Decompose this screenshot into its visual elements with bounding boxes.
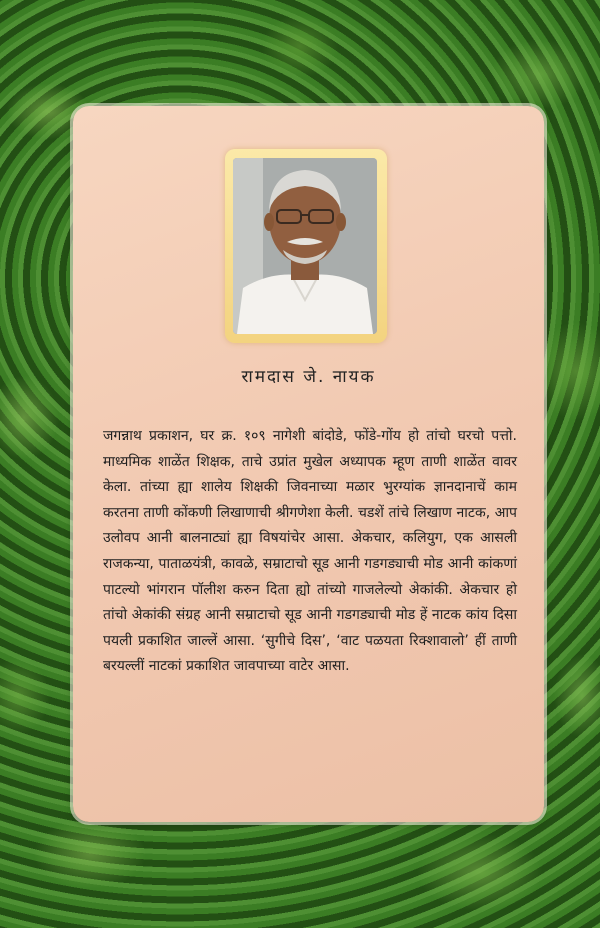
author-photo	[233, 158, 377, 334]
author-portrait-icon	[233, 158, 377, 334]
author-card	[73, 106, 544, 822]
author-bio: जगन्नाथ प्रकाशन, घर क्र. १०९ नागेशी बांदोडे, फोंडे-गोंय हो तांचो घरचो पत्तो. माध्यमिक शाळेंत शिक्षक, ताचे उप्रांत मुखेल अध्यापक म्हूण ताणी शाळेंत वावर केला. तांच्या ह्या शालेय शिक्षकी जिवनाच्या मळार भुरग्यांक ज्ञानदानाचें काम करतना ताणी कोंकणी लिखाणाची श्रीगणेशा केली. चडशें तांचे लिखाण नाटक, आप उलोवप आनी बालनाट्यां ह्या विषयांचेर आसा. अेकचार, कलियुग, एक आसली राजकन्या, पाताळयंत्री, कावळे, सम्राटाचो सूड आनी गडगड्याची मोड आनी कांकणां पाटल्यो भांगरान पॉलीश करुन दिता ह्यो तांच्यो गाजलेल्यो अेकांकी. अेकचार हो तांचो अेकांकी संग्रह आनी सम्राटाचो सूड आनी गडगड्याची मोड हें नाटक कांय दिसा पयली प्रकाशित जाल्लें आसा. ‘सुगीचे दिस’, ‘वाट पळयता रिक्शावालो’ हीं ताणी बरयल्लीं नाटकां प्रकाशित जावपाच्या वाटेर आसा.	[103, 428, 517, 675]
photo-frame	[225, 149, 387, 343]
author-name: रामदास जे. नायक	[241, 367, 376, 387]
